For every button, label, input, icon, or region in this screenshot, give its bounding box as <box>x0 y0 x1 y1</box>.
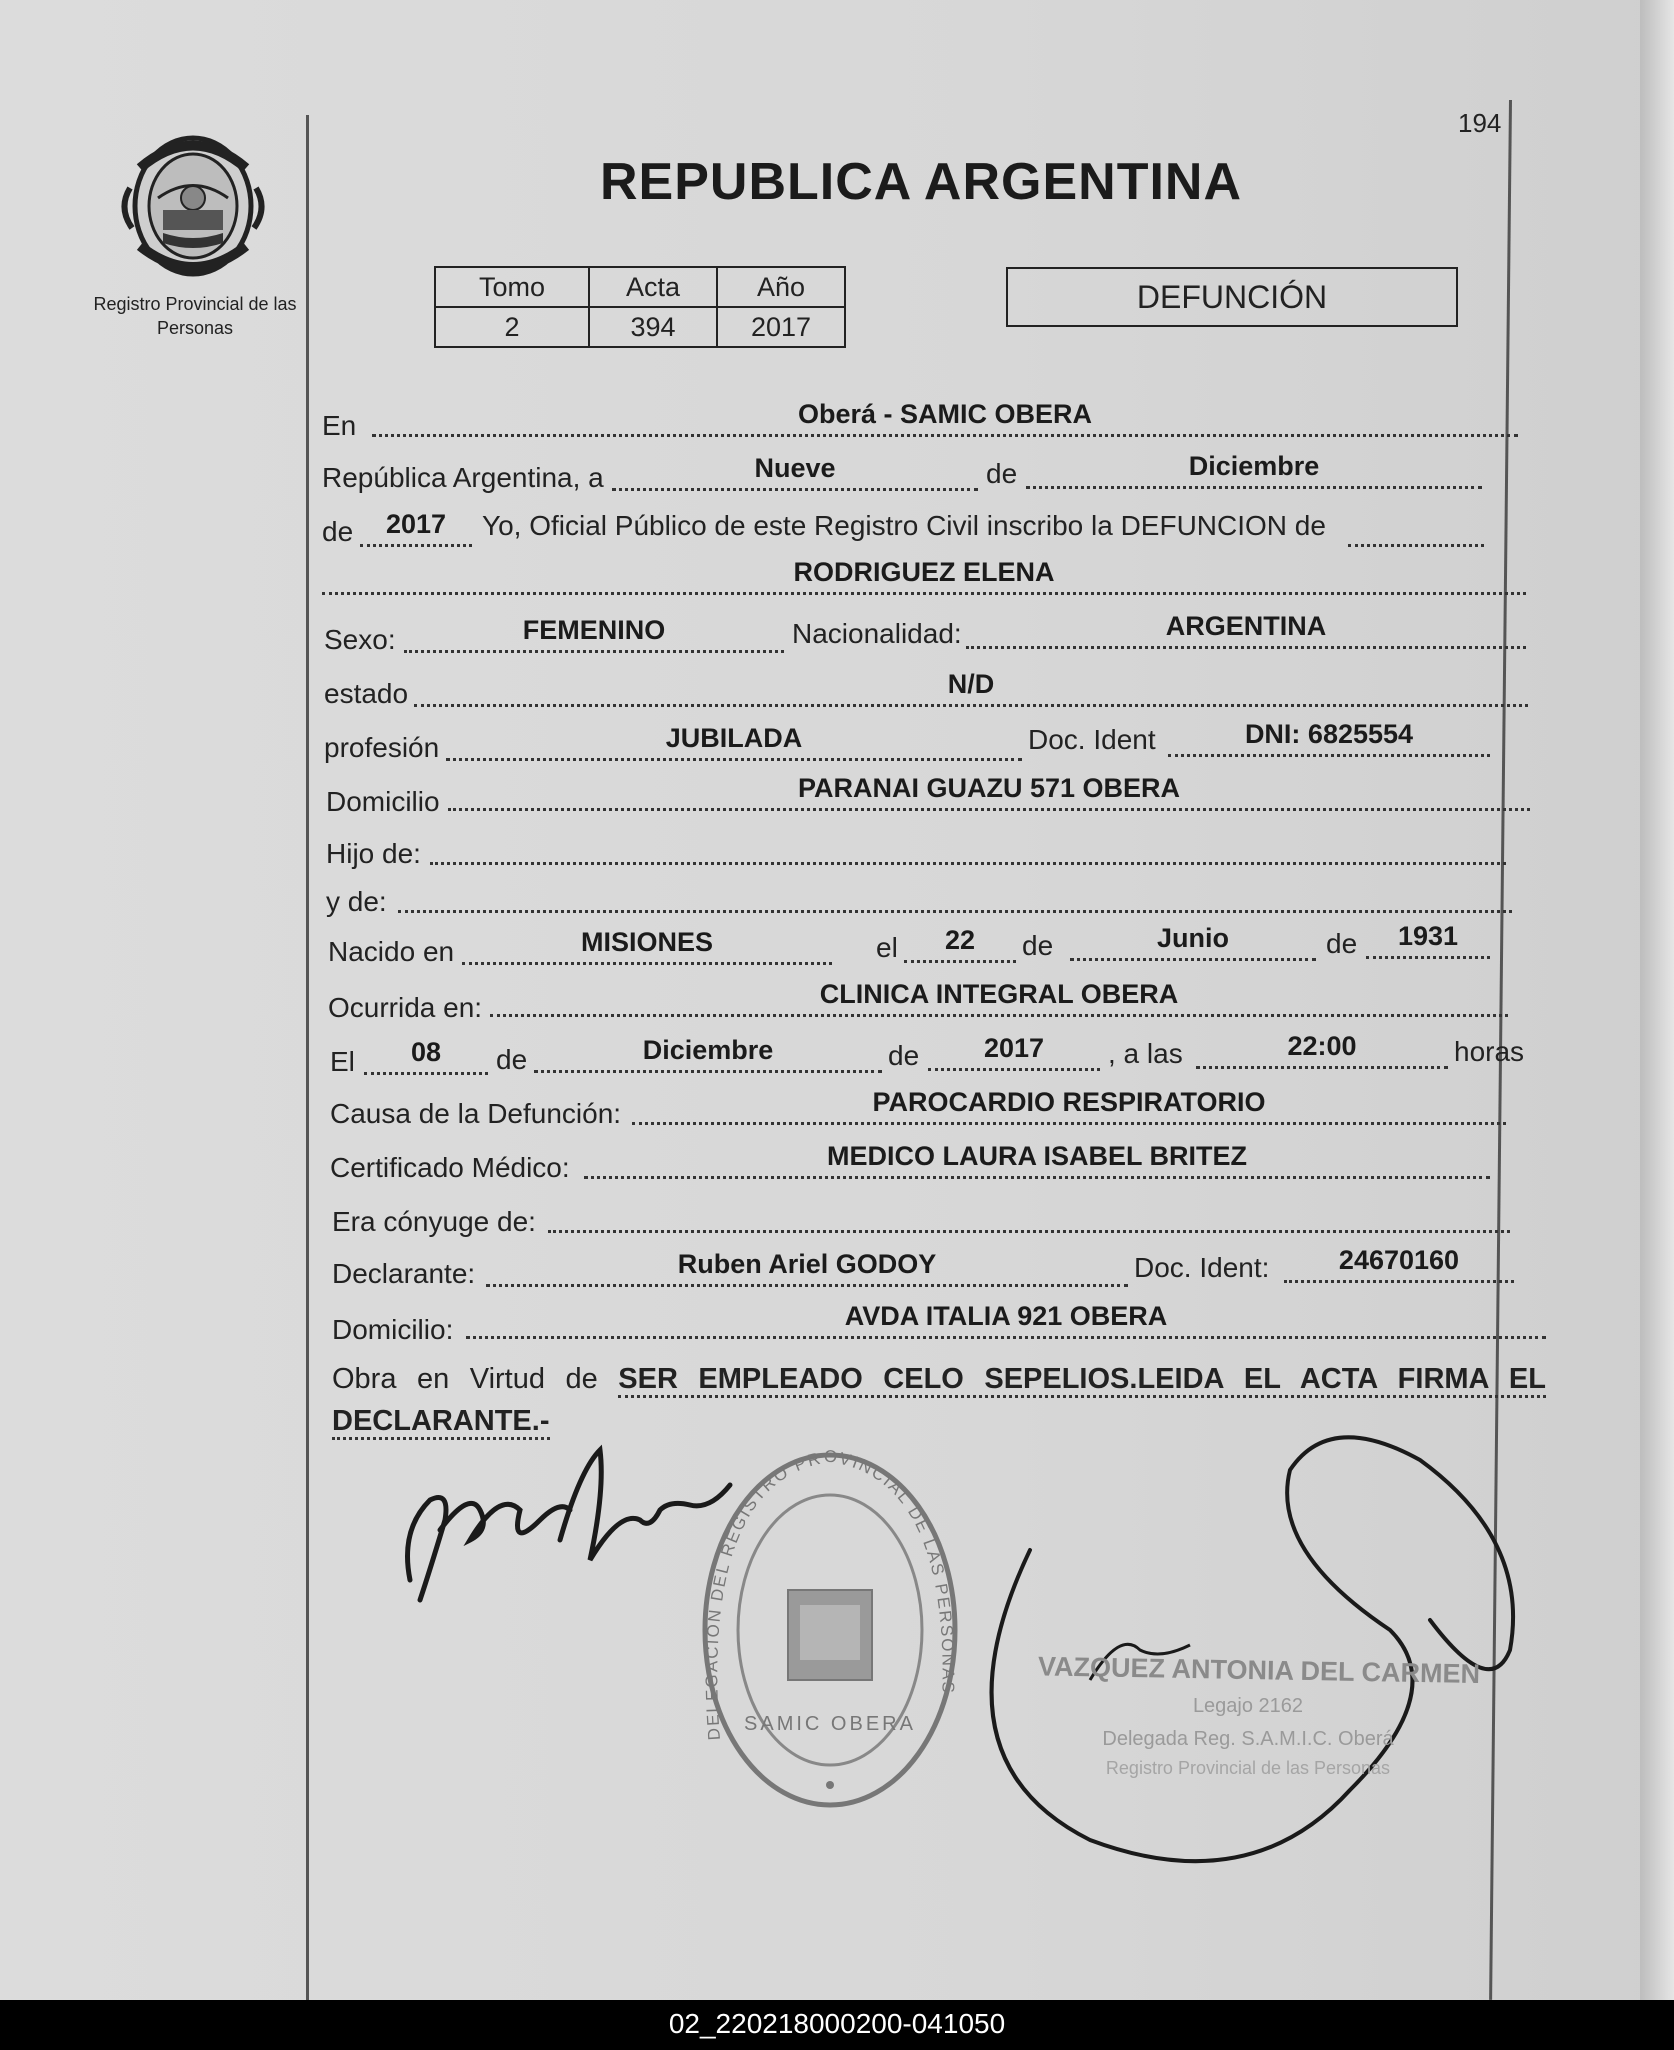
label-de-2: de <box>322 516 354 547</box>
label-domicilio: Domicilio <box>326 786 440 817</box>
seal-inner-text: SAMIC OBERA <box>744 1713 916 1735</box>
value-def-anio: 2017 <box>928 1032 1100 1071</box>
label-en: En <box>322 410 357 441</box>
label-causa: Causa de la Defunción: <box>330 1098 622 1129</box>
value-anio-inscripcion: 2017 <box>360 508 472 547</box>
value-sexo: FEMENINO <box>404 614 784 653</box>
value-hijo-de <box>430 826 1506 865</box>
act-type-box: DEFUNCIÓN <box>1006 267 1458 327</box>
value-profesion: JUBILADA <box>446 722 1022 761</box>
acta-value: 394 <box>589 307 717 347</box>
provincia-misiones-emblem-icon <box>118 128 268 278</box>
page-title: REPUBLICA ARGENTINA <box>600 153 1243 211</box>
label-el-1: el <box>876 932 898 963</box>
page-number: 194 <box>1458 108 1502 138</box>
value-lugar: Oberá - SAMIC OBERA <box>372 398 1518 437</box>
value-nombre: RODRIGUEZ ELENA <box>322 556 1526 595</box>
label-conyuge: Era cónyuge de: <box>332 1206 536 1237</box>
label-republica: República Argentina, a <box>322 462 604 493</box>
value-def-dia: 08 <box>364 1036 488 1075</box>
value-documento: DNI: 6825554 <box>1168 718 1490 757</box>
label-nacionalidad: Nacionalidad: <box>792 618 962 649</box>
registro-seal-icon <box>690 1440 970 1820</box>
label-hijo-de: Hijo de: <box>326 838 421 869</box>
label-nacido-en: Nacido en <box>328 936 455 967</box>
ano-value: 2017 <box>717 307 845 347</box>
register-header-row <box>435 267 845 307</box>
label-y-de: y de: <box>326 886 387 917</box>
page-edge <box>1640 0 1674 2000</box>
value-conyuge <box>548 1194 1510 1233</box>
value-def-mes: Diciembre <box>534 1034 882 1073</box>
label-doc-ident: Doc. Ident <box>1028 724 1156 755</box>
label-de-5: de <box>496 1044 528 1075</box>
label-horas: horas <box>1454 1036 1525 1067</box>
label-de-1: de <box>986 458 1018 489</box>
footer-document-id: 02_220218000200-041050 <box>668 2008 1006 2039</box>
register-value-row <box>435 307 845 347</box>
label-yo-oficial: Yo, Oficial Público de este Registro Civil inscribo la DEFUNCION de <box>482 510 1326 541</box>
logo-caption: Registro Provincial de las Personas <box>93 294 297 338</box>
label-sexo: Sexo: <box>324 624 396 655</box>
value-y-de <box>398 874 1512 913</box>
official-stamp-legajo: Legajo 2162 <box>1192 1695 1304 1717</box>
label-declarante: Declarante: <box>332 1258 476 1289</box>
label-a-las: , a las <box>1108 1038 1183 1069</box>
value-causa: PAROCARDIO RESPIRATORIO <box>632 1086 1506 1125</box>
register-table <box>434 266 846 348</box>
value-nac-dia: 22 <box>904 924 1016 963</box>
label-doc-ident-2: Doc. Ident: <box>1134 1252 1270 1283</box>
value-nacionalidad: ARGENTINA <box>966 610 1526 649</box>
tomo-value: 2 <box>435 307 589 347</box>
label-obra: Obra en Virtud de <box>332 1363 598 1395</box>
value-ocurrida-en: CLINICA INTEGRAL OBERA <box>490 978 1508 1017</box>
label-certificado: Certificado Médico: <box>330 1152 570 1183</box>
value-estado: N/D <box>414 668 1528 707</box>
value-declarante: Ruben Ariel GODOY <box>486 1248 1128 1287</box>
acta-label: Acta <box>589 267 717 307</box>
value-dia-inscripcion: Nueve <box>612 452 978 491</box>
label-ocurrida-en: Ocurrida en: <box>328 992 483 1023</box>
value-declarante-domicilio: AVDA ITALIA 921 OBERA <box>466 1300 1546 1339</box>
label-estado: estado <box>324 678 409 709</box>
label-el-2: El <box>330 1046 355 1077</box>
ano-label: Año <box>717 267 845 307</box>
value-yo-blank <box>1348 508 1484 547</box>
value-declarante-doc: 24670160 <box>1284 1244 1514 1283</box>
official-stamp-registry: Registro Provincial de las Personas <box>1105 1758 1391 1778</box>
official-stamp-name: VAZQUEZ ANTONIA DEL CARMEN <box>1037 1651 1481 1690</box>
label-de-6: de <box>888 1040 920 1071</box>
value-obra-en-virtud: SER EMPLEADO CELO SEPELIOS.LEIDA EL ACTA FIRMA EL DECLARANTE.- <box>332 1363 1546 1440</box>
value-nac-anio: 1931 <box>1366 920 1490 959</box>
value-mes-inscripcion: Diciembre <box>1026 450 1482 489</box>
value-def-hora: 22:00 <box>1196 1030 1448 1069</box>
label-de-3: de <box>1022 930 1054 961</box>
value-nacido-en: MISIONES <box>462 926 832 965</box>
seal-ring-text: DELEGACIÓN DEL REGISTRO PROVINCIAL DE LAS PERSONAS <box>702 1446 958 1741</box>
label-de-4: de <box>1326 928 1358 959</box>
label-profesion: profesión <box>324 732 440 763</box>
value-domicilio: PARANAI GUAZU 571 OBERA <box>448 772 1530 811</box>
official-stamp-role: Delegada Reg. S.A.M.I.C. Oberá <box>1102 1728 1394 1750</box>
value-certificado: MEDICO LAURA ISABEL BRITEZ <box>584 1140 1490 1179</box>
tomo-label: Tomo <box>435 267 589 307</box>
label-domicilio-2: Domicilio: <box>332 1314 454 1345</box>
left-margin-line <box>306 115 309 2000</box>
value-nac-mes: Junio <box>1070 922 1316 961</box>
